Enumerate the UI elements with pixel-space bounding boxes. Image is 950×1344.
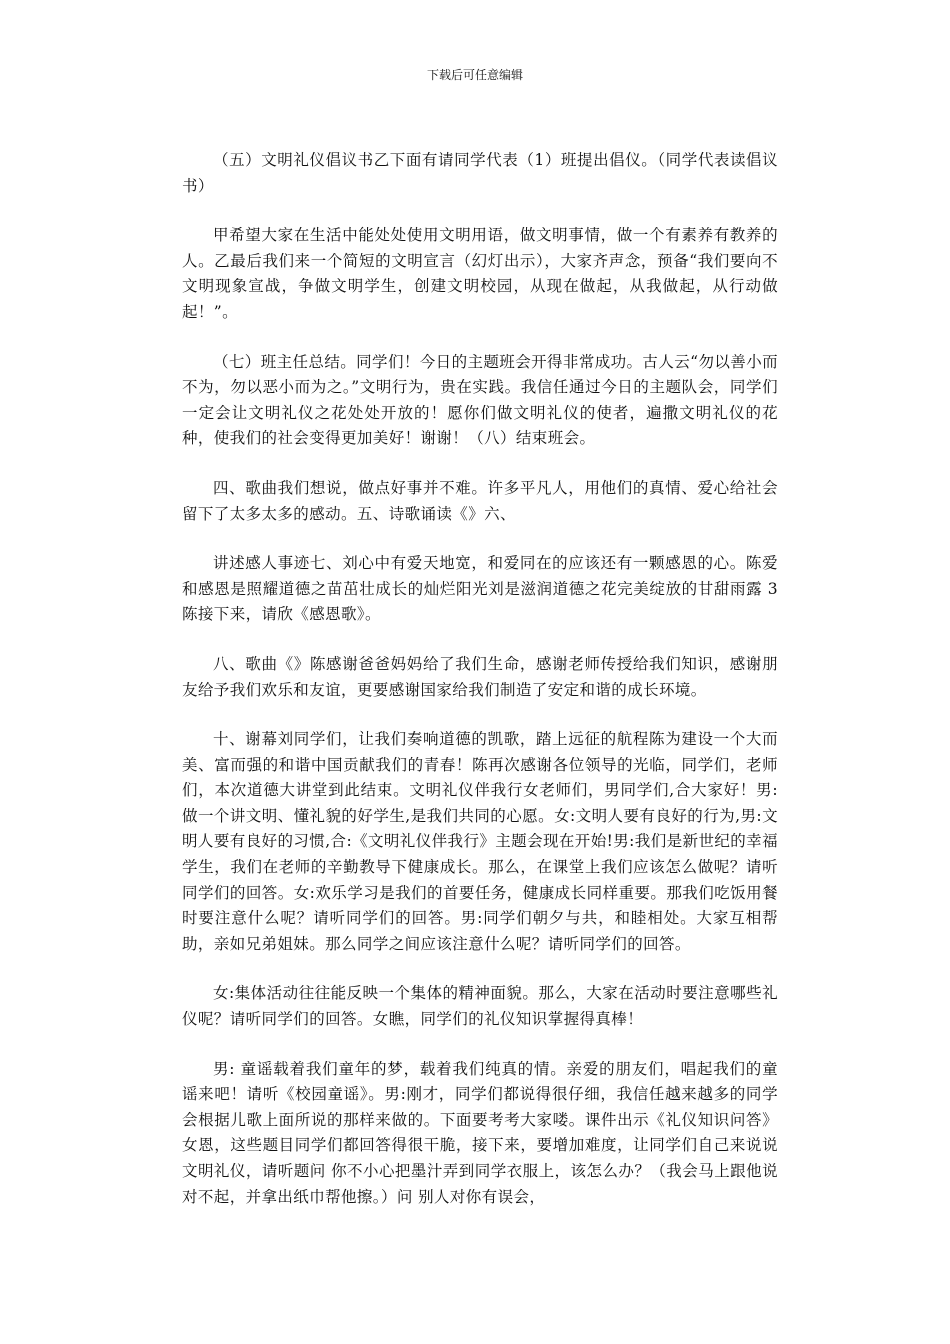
paragraph-nursery-rhymes-quiz: 男: 童谣载着我们童年的梦，载着我们纯真的情。亲爱的朋友们，唱起我们的童谣来吧！请听《校园童谣》。男:刚才，同学们都说得很仔细，我信任越来越多的同学会根据儿歌上面所说的那样来做的。下面要考考大家喽。课件出示《礼仪知识问答》女恩，这些题目同学们都回答得很干脆，接下来，要增加难度，让同学们自己来说说文明礼仪，请听题问 你不小心把墨汁弄到同学衣服上，该怎么办？（我会马上跟他说对不起，并拿出纸巾帮他擦。）问 别人对你有误会， bbox=[182, 1059, 778, 1206]
paragraph-teacher-summary: （七）班主任总结。同学们！今日的主题班会开得非常成功。古人云“勿以善小而不为，勿以恶小而为之。”文明行为，贵在实践。我信任通过今日的主题队会，同学们一定会让文明礼仪之花处处开放的！愿你们做文明礼仪的使者，遍撒文明礼仪的花种，使我们的社会变得更加美好！谢谢！（八）结束班会。 bbox=[182, 352, 778, 448]
paragraph-touching-stories: 讲述感人事迹七、刘心中有爱天地宽，和爱同在的应该还有一颗感恩的心。陈爱和感恩是照耀道德之苗茁壮成长的灿烂阳光刘是滋润道德之花完美绽放的甘甜雨露 3 陈接下来，请欣《感恩歌》。 bbox=[182, 554, 778, 624]
page-header: 下载后可任意编辑 bbox=[426, 68, 523, 82]
paragraph-song-section: 四、歌曲我们想说，做点好事并不难。许多平凡人，用他们的真情、爱心给社会留下了太多太多的感动。五、诗歌诵读《》六、 bbox=[182, 478, 778, 523]
paragraph-civility-declaration: 甲希望大家在生活中能处处使用文明用语，做文明事情，做一个有素养有教养的人。乙最后我们来一个简短的文明宣言（幻灯出示），大家齐声念，预备“我们要向不文明现象宣战，争做文明学生，创建文明校园，从现在做起，从我做起，从行动做起！”。 bbox=[182, 226, 778, 321]
document-body bbox=[182, 148, 778, 1234]
paragraph-closing-and-dialogue: 十、谢幕刘同学们，让我们奏响道德的凯歌，踏上远征的航程陈为建设一个大而美、富而强的和谐中国贡献我们的青春！陈再次感谢各位领导的光临，同学们，老师们，本次道德大讲堂到此结束。文明礼仪伴我行女老师们，男同学们,合大家好！男:做一个讲文明、懂礼貌的好学生,是我们共同的心愿。女:文明人要有良好的行为,男:文明人要有良好的习惯,合:《文明礼仪伴我行》主题会现在开始!男:我们是新世纪的幸福学生，我们在老师的辛勤教导下健康成长。那么，在课堂上我们应该怎么做呢？请听同学们的回答。女:欢乐学习是我们的首要任务，健康成长同样重要。那我们吃饭用餐时要注意什么呢？请听同学们的回答。男:同学们朝夕与共，和睦相处。大家互相帮助，亲如兄弟姐妹。那么同学之间应该注意什么呢？请听同学们的回答。 bbox=[182, 730, 778, 953]
paragraph-gratitude-song: 八、歌曲《》陈感谢爸爸妈妈给了我们生命，感谢老师传授给我们知识，感谢朋友给予我们欢乐和友谊，更要感谢国家给我们制造了安定和谐的成长环境。 bbox=[182, 654, 778, 699]
paragraph-civility-proposal: （五）文明礼仪倡议书乙下面有请同学代表（1）班提出倡仪。（同学代表读倡议书） bbox=[182, 151, 778, 195]
paragraph-group-activities: 女:集体活动往往能反映一个集体的精神面貌。那么，大家在活动时要注意哪些礼仪呢？请听同学们的回答。女瞧，同学们的礼仪知识掌握得真棒！ bbox=[182, 984, 778, 1029]
